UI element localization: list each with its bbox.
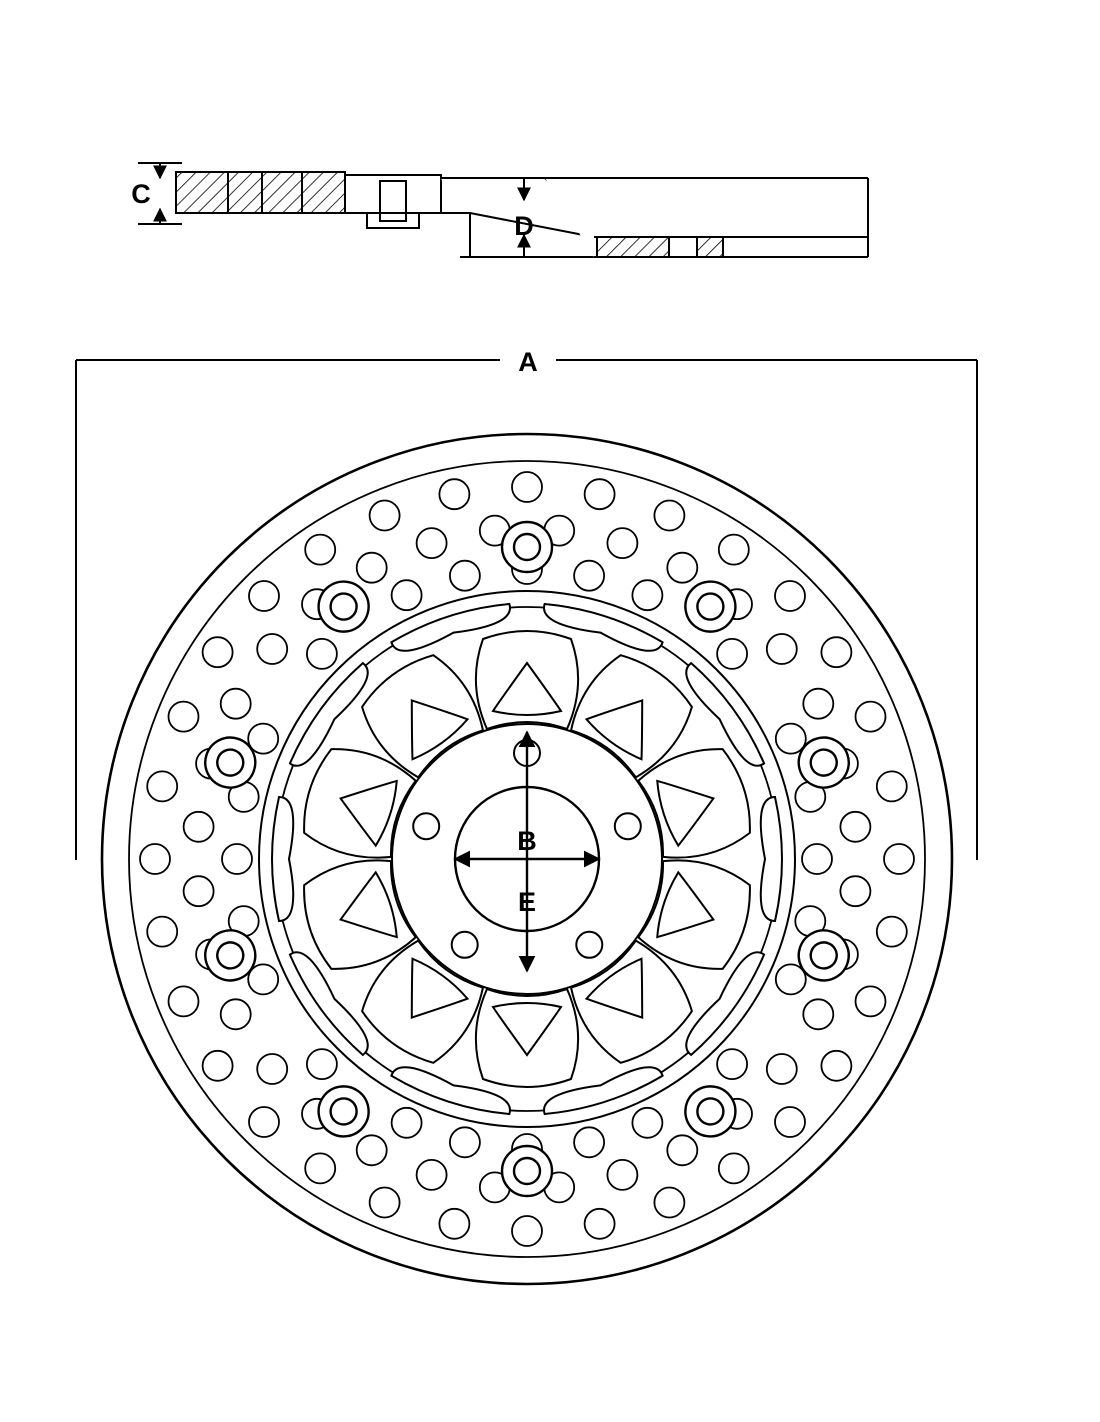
- section-disc-ring: [545, 178, 868, 257]
- dimension-label-c: C: [131, 179, 151, 209]
- dimension-label-d: D: [514, 211, 534, 241]
- section-carrier-flange: [176, 172, 345, 213]
- section-hub-boss: [345, 175, 441, 228]
- section-view: [131, 163, 868, 258]
- dimension-label-b: B: [517, 826, 537, 856]
- dimension-c: [131, 163, 182, 224]
- front-view: [102, 434, 952, 1284]
- dimension-label-e: E: [517, 887, 537, 917]
- dimension-label-a: A: [518, 347, 538, 377]
